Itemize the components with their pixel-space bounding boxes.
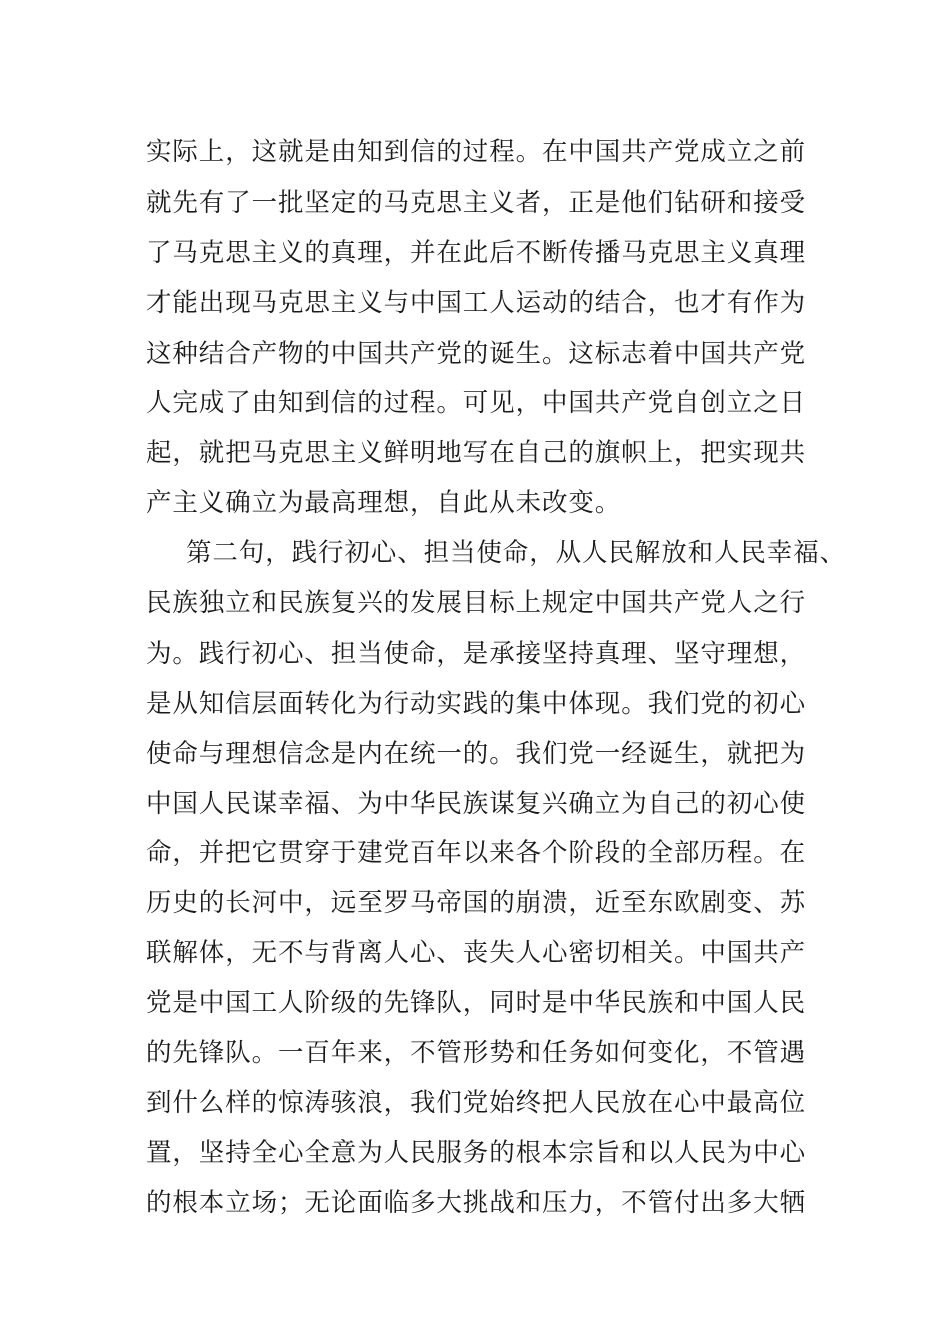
text-line: 到什么样的惊涛骇浪，我们党始终把人民放在心中最高位 bbox=[146, 1088, 807, 1118]
text-line: 为。践行初心、担当使命，是承接坚持真理、坚守理想， bbox=[146, 639, 807, 669]
text-line: 这种结合产物的中国共产党的诞生。这标志着中国共产党 bbox=[146, 339, 807, 369]
text-line: 就先有了一批坚定的马克思主义者，正是他们钻研和接受 bbox=[146, 188, 807, 218]
paragraph-first-line: 第二句，践行初心、担当使命，从人民解放和人民幸福、 bbox=[186, 538, 847, 568]
text-line: 人完成了由知到信的过程。可见，中国共产党自创立之日 bbox=[146, 388, 807, 418]
text-line: 起，就把马克思主义鲜明地写在自己的旗帜上，把实现共 bbox=[146, 438, 807, 468]
text-line: 历史的长河中，远至罗马帝国的崩溃，近至东欧剧变、苏 bbox=[146, 888, 807, 918]
text-line: 是从知信层面转化为行动实践的集中体现。我们党的初心 bbox=[146, 689, 807, 719]
text-line: 产主义确立为最高理想，自此从未改变。 bbox=[146, 488, 622, 518]
text-line: 置，坚持全心全意为人民服务的根本宗旨和以人民为中心 bbox=[146, 1138, 807, 1168]
text-line: 实际上，这就是由知到信的过程。在中国共产党成立之前 bbox=[146, 137, 807, 167]
text-line: 中国人民谋幸福、为中华民族谋复兴确立为自己的初心使 bbox=[146, 789, 807, 819]
text-line: 民族独立和民族复兴的发展目标上规定中国共产党人之行 bbox=[146, 588, 807, 618]
text-line: 使命与理想信念是内在统一的。我们党一经诞生，就把为 bbox=[146, 739, 807, 769]
text-line: 的先锋队。一百年来，不管形势和任务如何变化，不管遇 bbox=[146, 1038, 807, 1068]
text-line: 的根本立场；无论面临多大挑战和压力，不管付出多大牺 bbox=[146, 1188, 807, 1218]
text-line: 党是中国工人阶级的先锋队，同时是中华民族和中国人民 bbox=[146, 988, 807, 1018]
text-line: 了马克思主义的真理，并在此后不断传播马克思主义真理 bbox=[146, 238, 807, 268]
text-line: 联解体，无不与背离人心、丧失人心密切相关。中国共产 bbox=[146, 938, 807, 968]
text-line: 才能出现马克思主义与中国工人运动的结合，也才有作为 bbox=[146, 288, 807, 318]
text-line: 命，并把它贯穿于建党百年以来各个阶段的全部历程。在 bbox=[146, 838, 807, 868]
